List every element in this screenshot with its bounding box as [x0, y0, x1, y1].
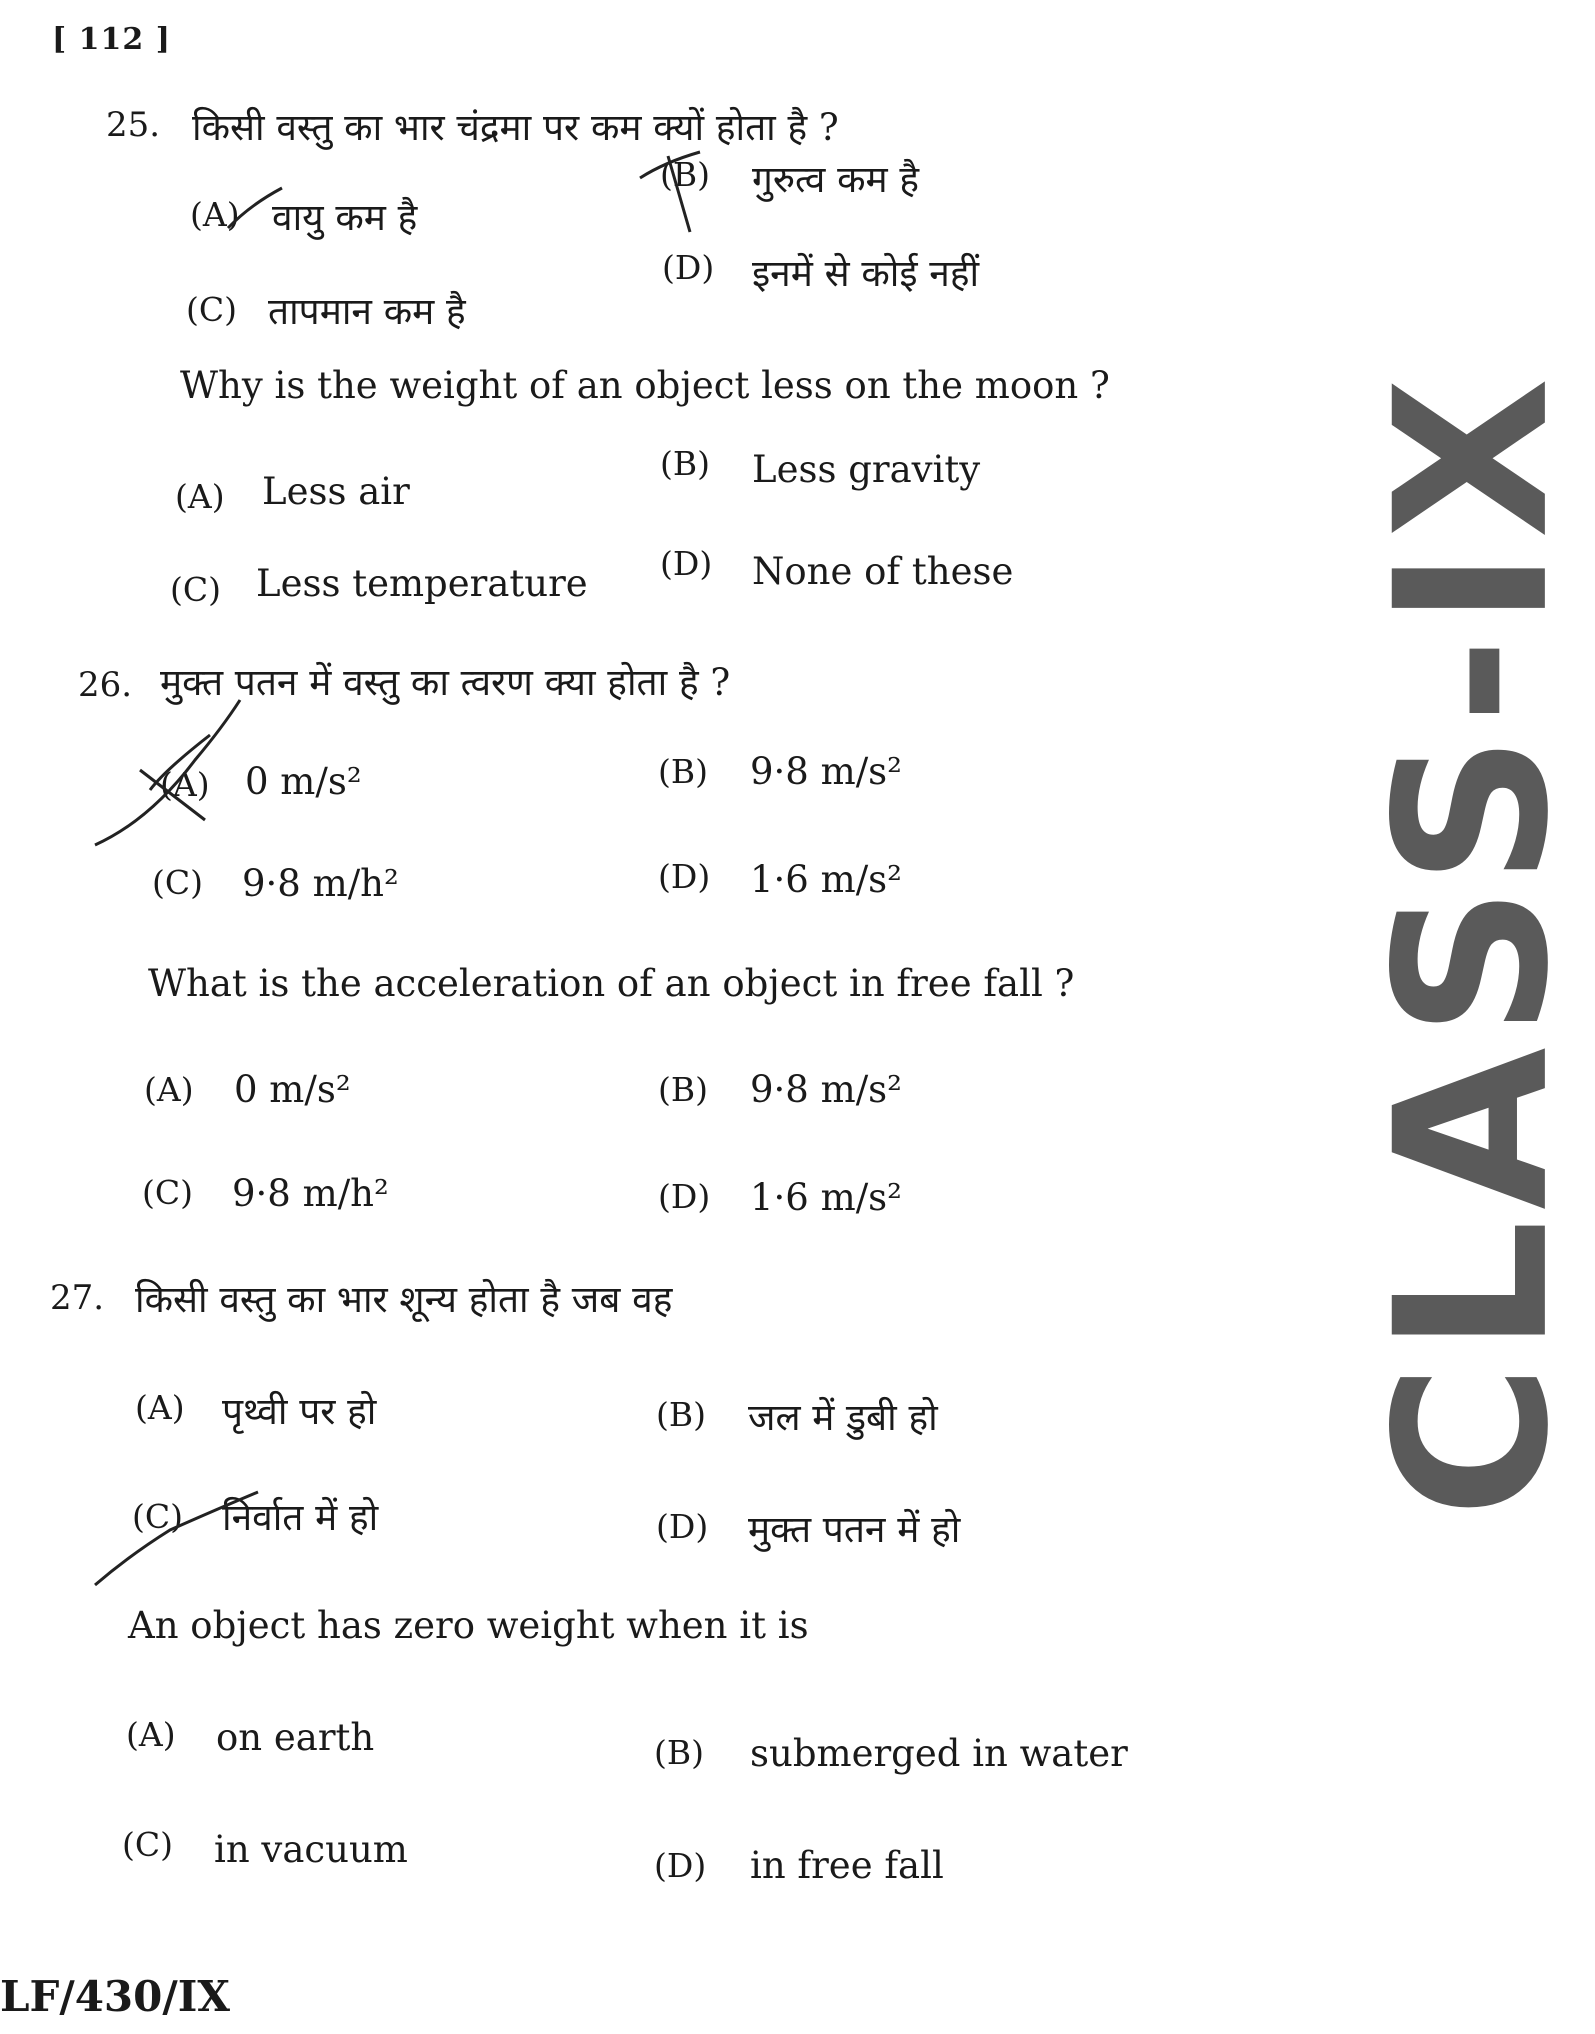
scribble-mark-q26-a	[95, 700, 240, 845]
q27-english-text: An object has zero weight when it is	[128, 1604, 809, 1647]
q25-english-text: Why is the weight of an object less on the moon ?	[180, 364, 1110, 407]
q26-hi-opt-b-text: 9·8 m/s²	[750, 750, 902, 793]
q27-en-opt-a-text: on earth	[216, 1716, 375, 1759]
q26-hi-opt-d-text: 1·6 m/s²	[750, 858, 902, 901]
q27-hi-opt-d-label: (D)	[656, 1507, 709, 1546]
q26-en-opt-c-text: 9·8 m/h²	[232, 1172, 389, 1215]
q26-en-opt-c-label: (C)	[142, 1173, 193, 1212]
q25-en-opt-d-text: None of these	[752, 550, 1014, 593]
q25-hi-opt-a-text: वायु कम है	[272, 196, 418, 239]
cross-mark-q25-b	[640, 152, 700, 232]
q25-hi-opt-c-label: (C)	[186, 290, 237, 329]
q27-en-opt-b-label: (B)	[654, 1733, 704, 1772]
q26-en-opt-b-text: 9·8 m/s²	[750, 1068, 902, 1111]
q27-en-opt-c-text: in vacuum	[214, 1828, 408, 1871]
q27-en-opt-d-text: in free fall	[750, 1844, 944, 1887]
q26-number: 26.	[78, 665, 133, 705]
q25-en-opt-b-text: Less gravity	[752, 448, 981, 491]
q26-english-text: What is the acceleration of an object in free fall ?	[148, 962, 1075, 1005]
q26-en-opt-a-label: (A)	[144, 1070, 194, 1109]
q27-hi-opt-d-text: मुक्त पतन में हो	[748, 1508, 961, 1551]
q27-hindi-text: किसी वस्तु का भार शून्य होता है जब वह	[135, 1278, 673, 1321]
q25-hi-opt-a-label: (A)	[190, 195, 240, 234]
q26-hi-opt-a-text: 0 m/s²	[245, 760, 362, 803]
q26-hi-opt-a-label: (A)	[160, 765, 210, 804]
q27-hi-opt-a-label: (A)	[135, 1388, 185, 1427]
q25-en-opt-a-label: (A)	[175, 477, 225, 516]
tick-mark-q27-c	[95, 1492, 258, 1585]
q27-hi-opt-b-label: (B)	[656, 1395, 706, 1434]
q26-en-opt-d-label: (D)	[658, 1177, 711, 1216]
q26-hi-opt-d-label: (D)	[658, 857, 711, 896]
q27-en-opt-d-label: (D)	[654, 1846, 707, 1885]
q25-hi-opt-d-text: इनमें से कोई नहीं	[752, 252, 980, 295]
q27-en-opt-a-label: (A)	[126, 1715, 176, 1754]
q27-hi-opt-c-label: (C)	[132, 1497, 183, 1536]
q25-hi-opt-b-text: गुरुत्व कम है	[752, 158, 920, 201]
q25-en-opt-c-text: Less temperature	[256, 562, 588, 605]
q25-en-opt-b-label: (B)	[660, 444, 710, 483]
q26-hindi-text: मुक्त पतन में वस्तु का त्वरण क्या होता है ?	[160, 661, 731, 704]
q26-en-opt-d-text: 1·6 m/s²	[750, 1176, 902, 1219]
q25-hi-opt-c-text: तापमान कम है	[268, 290, 466, 333]
q26-hi-opt-b-label: (B)	[658, 752, 708, 791]
q26-en-opt-b-label: (B)	[658, 1070, 708, 1109]
q27-en-opt-b-text: submerged in water	[750, 1732, 1128, 1775]
q25-number: 25.	[106, 105, 161, 145]
q27-hi-opt-b-text: जल में डुबी हो	[748, 1396, 938, 1439]
q27-hi-opt-c-text: निर्वात में हो	[222, 1496, 379, 1539]
q27-number: 27.	[50, 1278, 105, 1318]
q25-en-opt-d-label: (D)	[660, 544, 713, 583]
q25-hi-opt-d-label: (D)	[662, 248, 715, 287]
q27-en-opt-c-label: (C)	[122, 1825, 173, 1864]
page-number: [ 112 ]	[52, 22, 171, 57]
tick-mark-q25-a	[228, 188, 282, 228]
q26-hi-opt-c-text: 9·8 m/h²	[242, 862, 399, 905]
q25-hi-opt-b-label: (B)	[660, 155, 710, 194]
q26-hi-opt-c-label: (C)	[152, 863, 203, 902]
side-class-text: CLASS-IX	[1349, 366, 1595, 1518]
q26-en-opt-a-text: 0 m/s²	[234, 1068, 351, 1111]
q25-en-opt-a-text: Less air	[262, 470, 410, 513]
q25-en-opt-c-label: (C)	[170, 570, 221, 609]
q27-hi-opt-a-text: पृथ्वी पर हो	[222, 1390, 377, 1433]
q25-hindi-text: किसी वस्तु का भार चंद्रमा पर कम क्यों होता है ?	[192, 106, 839, 149]
paper-code: LF/430/IX	[0, 1972, 230, 2021]
